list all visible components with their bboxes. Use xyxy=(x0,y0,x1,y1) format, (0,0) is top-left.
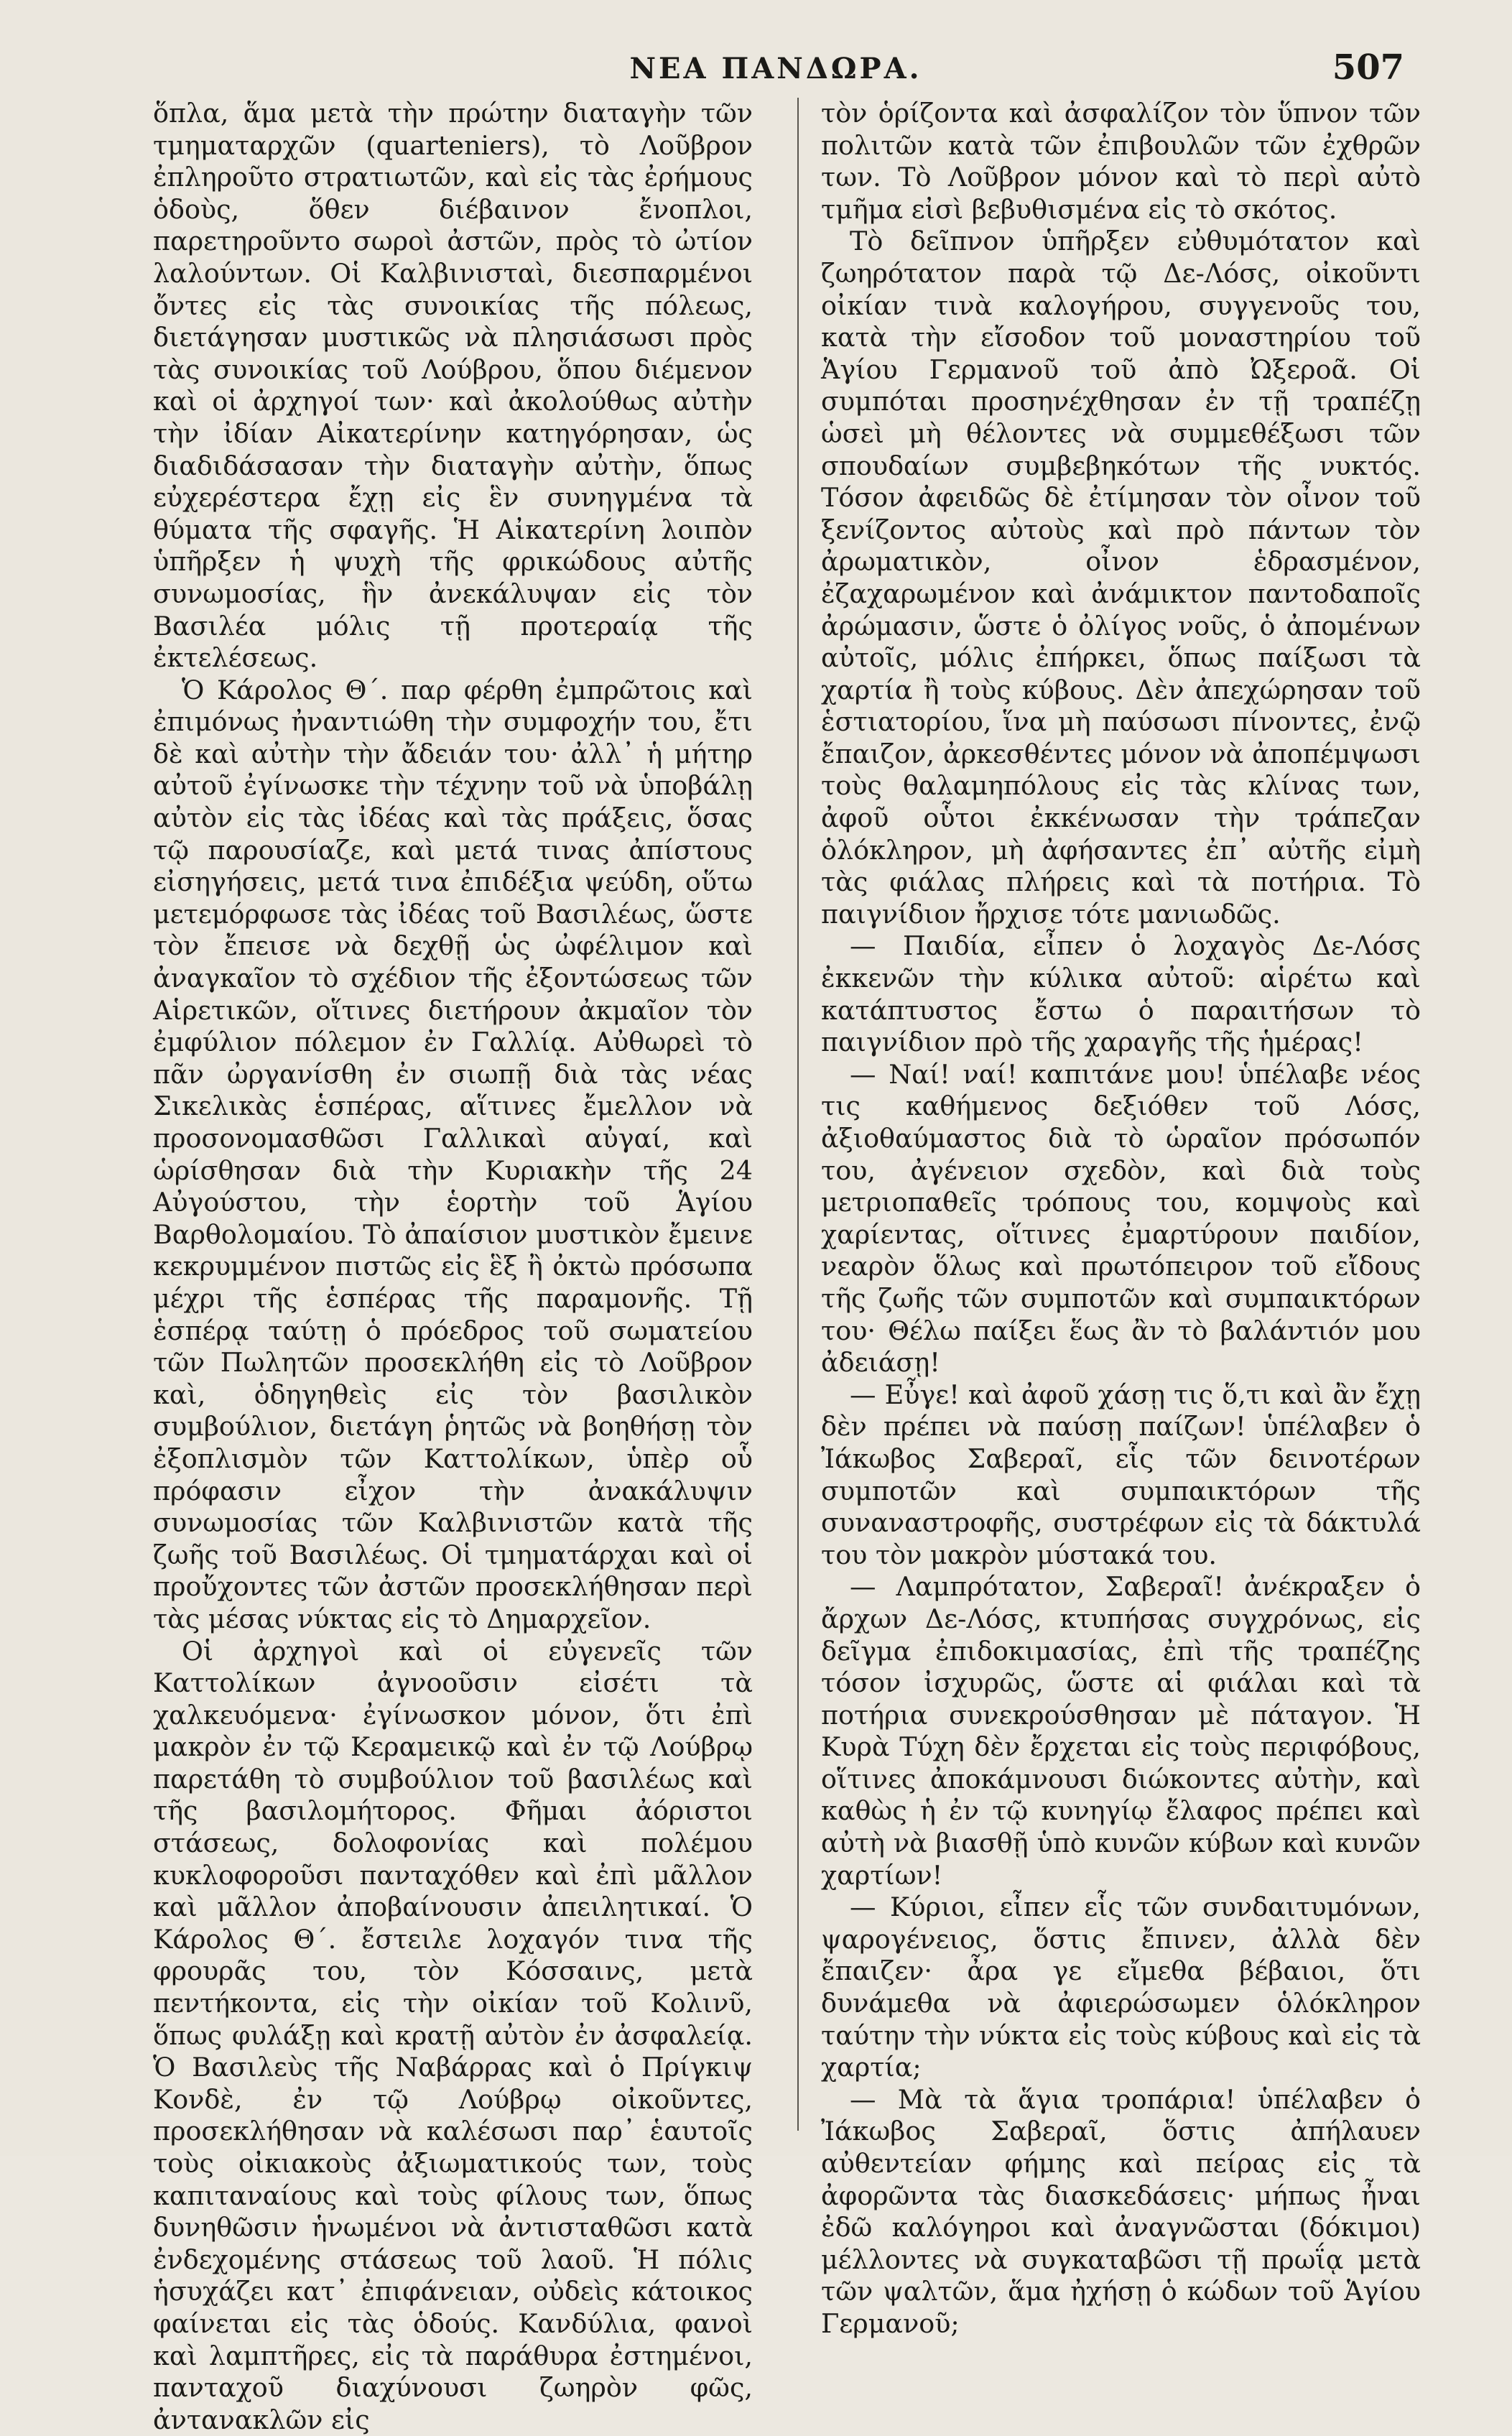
paragraph: — Εὖγε! καὶ ἀφοῦ χάσῃ τις ὅ,τι καὶ ἂν ἔχῃ δὲν πρέπει νὰ παύσῃ παίζων! ὑπέλαβεν ὁ Ἰάκωβος Σαβεραῖ, εἷς τῶν δεινοτέρων συμποτῶν καὶ συμπαικτόρων τῆς συναναστροφῆς, συστρέφων εἰς τὰ δάκτυλά του τὸν μακρὸν μύστακά του. xyxy=(821,1379,1421,1572)
paragraph: Ὁ Κάρολος Θ΄. παρ φέρθη ἐμπρῶτοις καὶ ἐπιμόνως ἠναντιώθη τὴν συμφοχήν του, ἔτι δὲ καὶ αὐτὴν τὴν ἄδειάν του· ἀλλ᾽ ἡ μήτηρ αὐτοῦ ἐγίνωσκε τὴν τέχνην τοῦ νὰ ὑποβάλῃ αὐτὸν εἰς τὰς ἰδέας καὶ τὰς πράξεις, ὅσας τῷ παρουσίαζε, καὶ μετά τινας ἀπίστους εἰσηγήσεις, μετά τινα ἐπιδέξια ψεύδη, οὕτω μετεμόρφωσε τὰς ἰδέας τοῦ Βασιλέως, ὥστε τὸν ἔπεισε νὰ δεχθῇ ὡς ὠφέλιμον καὶ ἀναγκαῖον τὸ σχέδιον τῆς ἐξοντώσεως τῶν Αἱρετικῶν, οἵτινες διετήρουν ἀκμαῖον τὸν ἐμφύλιον πόλεμον ἐν Γαλλίᾳ. Αὐθωρεὶ τὸ πᾶν ὠργανίσθη ἐν σιωπῇ διὰ τὰς νέας Σικελικὰς ἑσπέρας, αἵτινες ἔμελλον νὰ προσονομασθῶσι Γαλλικαὶ αὐγαί, καὶ ὡρίσθησαν διὰ τὴν Κυριακὴν τῆς 24 Αὐγούστου, τὴν ἑορτὴν τοῦ Ἁγίου Βαρθολομαίου. Τὸ ἀπαίσιον μυστικὸν ἔμεινε κεκρυμμένον πιστῶς εἰς ἓξ ἢ ὀκτὼ πρόσωπα μέχρι τῆς ἑσπέρας τῆς παραμονῆς. Τῇ ἑσπέρᾳ ταύτῃ ὁ πρόεδρος τοῦ σωματείου τῶν Πωλητῶν προσεκλήθη εἰς τὸ Λοῦβρον καὶ, ὁδηγηθεὶς εἰς τὸν βασιλικὸν συμβούλιον, διετάγη ῥητῶς νὰ βοηθήσῃ τὸν ἐξοπλισμὸν τῶν Καττολίκων, ὑπὲρ οὗ πρόφασιν εἶχον τὴν ἀνακάλυψιν συνωμοσίας τῶν Καλβινιστῶν κατὰ τῆς ζωῆς τοῦ Βασιλέως. Οἱ τμηματάρχαι καὶ οἱ προὔχοντες τῶν ἀστῶν προσεκλήθησαν περὶ τὰς μέσας νύκτας εἰς τὸ Δημαρχεῖον. xyxy=(153,675,753,1636)
paragraph: — Κύριοι, εἶπεν εἷς τῶν συνδαιτυμόνων, ψαρογένειος, ὅστις ἔπινεν, ἀλλὰ δὲν ἔπαιζεν· ἆρα γε εἴμεθα βέβαιοι, ὅτι δυνάμεθα νὰ ἀφιερώσωμεν ὁλόκληρον ταύτην τὴν νύκτα εἰς τοὺς κύβους καὶ εἰς τὰ χαρτία; xyxy=(821,1891,1421,2084)
paragraph: ὅπλα, ἅμα μετὰ τὴν πρώτην διαταγὴν τῶν τμηματαρχῶν (quarteniers), τὸ Λοῦβρον ἐπληροῦτο στρατιωτῶν, καὶ εἰς τὰς ἐρήμους ὁδοὺς, ὅθεν διέβαινον ἔνοπλοι, παρετηροῦντο σωροὶ ἀστῶν, πρὸς τὸ ὠτίον λαλούντων. Οἱ Καλβινισταὶ, διεσπαρμένοι ὄντες εἰς τὰς συνοικίας τῆς πόλεως, διετάγησαν μυστικῶς νὰ πλησιάσωσι πρὸς τὰς συνοικίας τοῦ Λούβρου, ὅπου διέμενον καὶ οἱ ἀρχηγοί των· καὶ ἀκολούθως αὐτὴν τὴν ἰδίαν Αἰκατερίνην κατηγόρησαν, ὡς διαδιδάσασαν τὴν διαταγὴν αὐτὴν, ὅπως εὐχερέστερα ἔχῃ εἰς ἓν συνηγμένα τὰ θύματα τῆς σφαγῆς. Ἡ Αἰκατερίνη λοιπὸν ὑπῆρξεν ἡ ψυχὴ τῆς φρικώδους αὐτῆς συνωμοσίας, ἣν ἀνεκάλυψαν εἰς τὸν Βασιλέα μόλις τῇ προτεραίᾳ τῆς ἐκτελέσεως. xyxy=(153,98,753,675)
paragraph: — Μὰ τὰ ἅγια τροπάρια! ὑπέλαβεν ὁ Ἰάκωβος Σαβεραῖ, ὅστις ἀπήλαυεν αὐθεντείαν φήμης καὶ πείρας εἰς τὰ ἀφορῶντα τὰς διασκεδάσεις· μήπως ἦναι ἐδῶ καλόγηροι καὶ ἀναγνῶσται (δόκιμοι) μέλλοντες νὰ συγκαταβῶσι τῇ πρωΐᾳ μετὰ τῶν ψαλτῶν, ἅμα ἠχήσῃ ὁ κώδων τοῦ Ἁγίου Γερμανοῦ; xyxy=(821,2084,1421,2340)
paragraph: — Ναί! ναί! καπιτάνε μου! ὑπέλαβε νέος τις καθήμενος δεξιόθεν τοῦ Λόσς, ἀξιοθαύμαστος διὰ τὸ ὡραῖον πρόσωπόν του, ἀγένειον σχεδὸν, καὶ διὰ τοὺς μετριοπαθεῖς τρόπους του, κομψοὺς καὶ χαρίεντας, οἵτινες ἐμαρτύρουν παιδίον, νεαρὸν ὅλως καὶ πρωτόπειρον τοῦ εἴδους τῆς ζωῆς τῶν συμποτῶν καὶ συμπαικτόρων του· Θέλω παίξει ἕως ἂν τὸ βαλάντιόν μου ἀδειάσῃ! xyxy=(821,1059,1421,1379)
paragraph: Τὸ δεῖπνον ὑπῆρξεν εὐθυμότατον καὶ ζωηρότατον παρὰ τῷ Δε-Λόσς, οἰκοῦντι οἰκίαν τινὰ καλογήρου, συγγενοῦς του, κατὰ τὴν εἴσοδον τοῦ μοναστηρίου τοῦ Ἁγίου Γερμανοῦ τοῦ ἀπὸ Ὠξεροᾶ. Οἱ συμπόται προσηνέχθησαν ἐν τῇ τραπέζῃ ὡσεὶ μὴ θέλοντες νὰ συμμεθέξωσι τῶν σπουδαίων συμβεβηκότων τῆς νυκτός. Τόσον ἀφειδῶς δὲ ἐτίμησαν τὸν οἶνον τοῦ ξενίζοντος αὐτοὺς καὶ πρὸ πάντων τὸν ἀρωματικὸν, οἶνον ἑδρασμένον, ἐζαχαρωμένον καὶ ἀνάμικτον παντοδαποῖς ἀρώμασιν, ὥστε ὁ ὀλίγος νοῦς, ὁ ἀπομένων αὐτοῖς, μόλις ἐπήρκει, ὅπως παίξωσι τὰ χαρτία ἢ τοὺς κύβους. Δὲν ἀπεχώρησαν τοῦ ἑστιατορίου, ἵνα μὴ παύσωσι πίνοντες, ἐνῷ ἔπαιζον, ἀρκεσθέντες μόνον νὰ ἀποπέμψωσι τοὺς θαλαμηπόλους εἰς τὰς κλίνας των, ἀφοῦ οὗτοι ἐκκένωσαν τὴν τράπεζαν ὁλόκληρον, μὴ ἀφήσαντες ἐπ᾽ αὐτῆς εἰμὴ τὰς φιάλας πλήρεις καὶ τὰ ποτήρια. Τὸ παιγνίδιον ἤρχισε τότε μανιωδῶς. xyxy=(821,226,1421,930)
paragraph: τὸν ὁρίζοντα καὶ ἀσφαλίζον τὸν ὕπνον τῶν πολιτῶν κατὰ τῶν ἐπιβουλῶν τῶν ἐχθρῶν των. Τὸ Λοῦβρον μόνον καὶ τὸ περὶ αὐτὸ τμῆμα εἰσὶ βεβυθισμένα εἰς τὸ σκότος. xyxy=(821,98,1421,226)
left-column xyxy=(153,98,753,2138)
column-divider xyxy=(797,98,799,2131)
page-number: 507 xyxy=(1332,47,1404,88)
paragraph: — Λαμπρότατον, Σαβεραῖ! ἀνέκραξεν ὁ ἄρχων Δε-Λόσς, κτυπήσας συγχρόνως, εἰς δεῖγμα ἐπιδοκιμασίας, ἐπὶ τῆς τραπέζης τόσον ἰσχυρῶς, ὥστε αἱ φιάλαι καὶ τὰ ποτήρια συνεκρούσθησαν μὲ πάταγον. Ἡ Κυρὰ Τύχη δὲν ἔρχεται εἰς τοὺς περιφόβους, οἵτινες ἀποκάμνουσι διώκοντες αὐτὴν, καὶ καθὼς ἡ ἐν τῷ κυνηγίῳ ἔλαφος πρέπει καὶ αὐτὴ νὰ βιασθῇ ὑπὸ κυνῶν κύβων καὶ κυνῶν χαρτίων! xyxy=(821,1571,1421,1891)
running-title: ΝΕΑ ΠΑΝΔΩΡΑ. xyxy=(154,52,1397,85)
paragraph: Οἱ ἀρχηγοὶ καὶ οἱ εὐγενεῖς τῶν Καττολίκων ἀγνοοῦσιν εἰσέτι τὰ χαλκευόμενα· ἐγίνωσκον μόνον, ὅτι ἐπὶ μακρὸν ἐν τῷ Κεραμεικῷ καὶ ἐν τῷ Λούβρῳ παρετάθη τὸ συμβούλιον τοῦ βασιλέως καὶ τῆς βασιλομήτορος. Φῆμαι ἀόριστοι στάσεως, δολοφονίας καὶ πολέμου κυκλοφοροῦσι πανταχόθεν καὶ ἐπὶ μᾶλλον καὶ μᾶλλον ἀποβαίνουσιν ἀπειλητικαί. Ὁ Κάρολος Θ΄. ἔστειλε λοχαγόν τινα τῆς φρουρᾶς του, τὸν Κόσσαινς, μετὰ πεντήκοντα, εἰς τὴν οἰκίαν τοῦ Κολινῦ, ὅπως φυλάξῃ καὶ κρατῇ αὐτὸν ἐν ἀσφαλείᾳ. Ὁ Βασιλεὺς τῆς Ναβάρρας καὶ ὁ Πρίγκιψ Κονδὲ, ἐν τῷ Λούβρῳ οἰκοῦντες, προσεκλήθησαν νὰ καλέσωσι παρ᾽ ἑαυτοῖς τοὺς οἰκιακοὺς ἀξιωματικούς των, τοὺς καπιταναίους καὶ τοὺς φίλους των, ὅπως δυνηθῶσιν ἡνωμένοι νὰ ἀντισταθῶσι κατὰ ἐνδεχομένης στάσεως τοῦ λαοῦ. Ἡ πόλις ἡσυχάζει κατ᾽ ἐπιφάνειαν, οὐδεὶς κάτοικος φαίνεται εἰς τὰς ὁδούς. Κανδύλια, φανοὶ καὶ λαμπτῆρες, εἰς τὰ παράθυρα ἐστημένοι, πανταχοῦ διαχύνουσι ζωηρὸν φῶς, ἀντανακλῶν εἰς xyxy=(153,1636,753,2436)
right-column xyxy=(821,98,1421,2138)
paragraph: — Παιδία, εἶπεν ὁ λοχαγὸς Δε-Λόσς ἐκκενῶν τὴν κύλικα αὐτοῦ: αἱρέτω καὶ κατάπτυστος ἔστω ὁ παραιτήσων τὸ παιγνίδιον πρὸ τῆς χαραγῆς τῆς ἡμέρας! xyxy=(821,930,1421,1058)
page-header xyxy=(154,47,1397,98)
